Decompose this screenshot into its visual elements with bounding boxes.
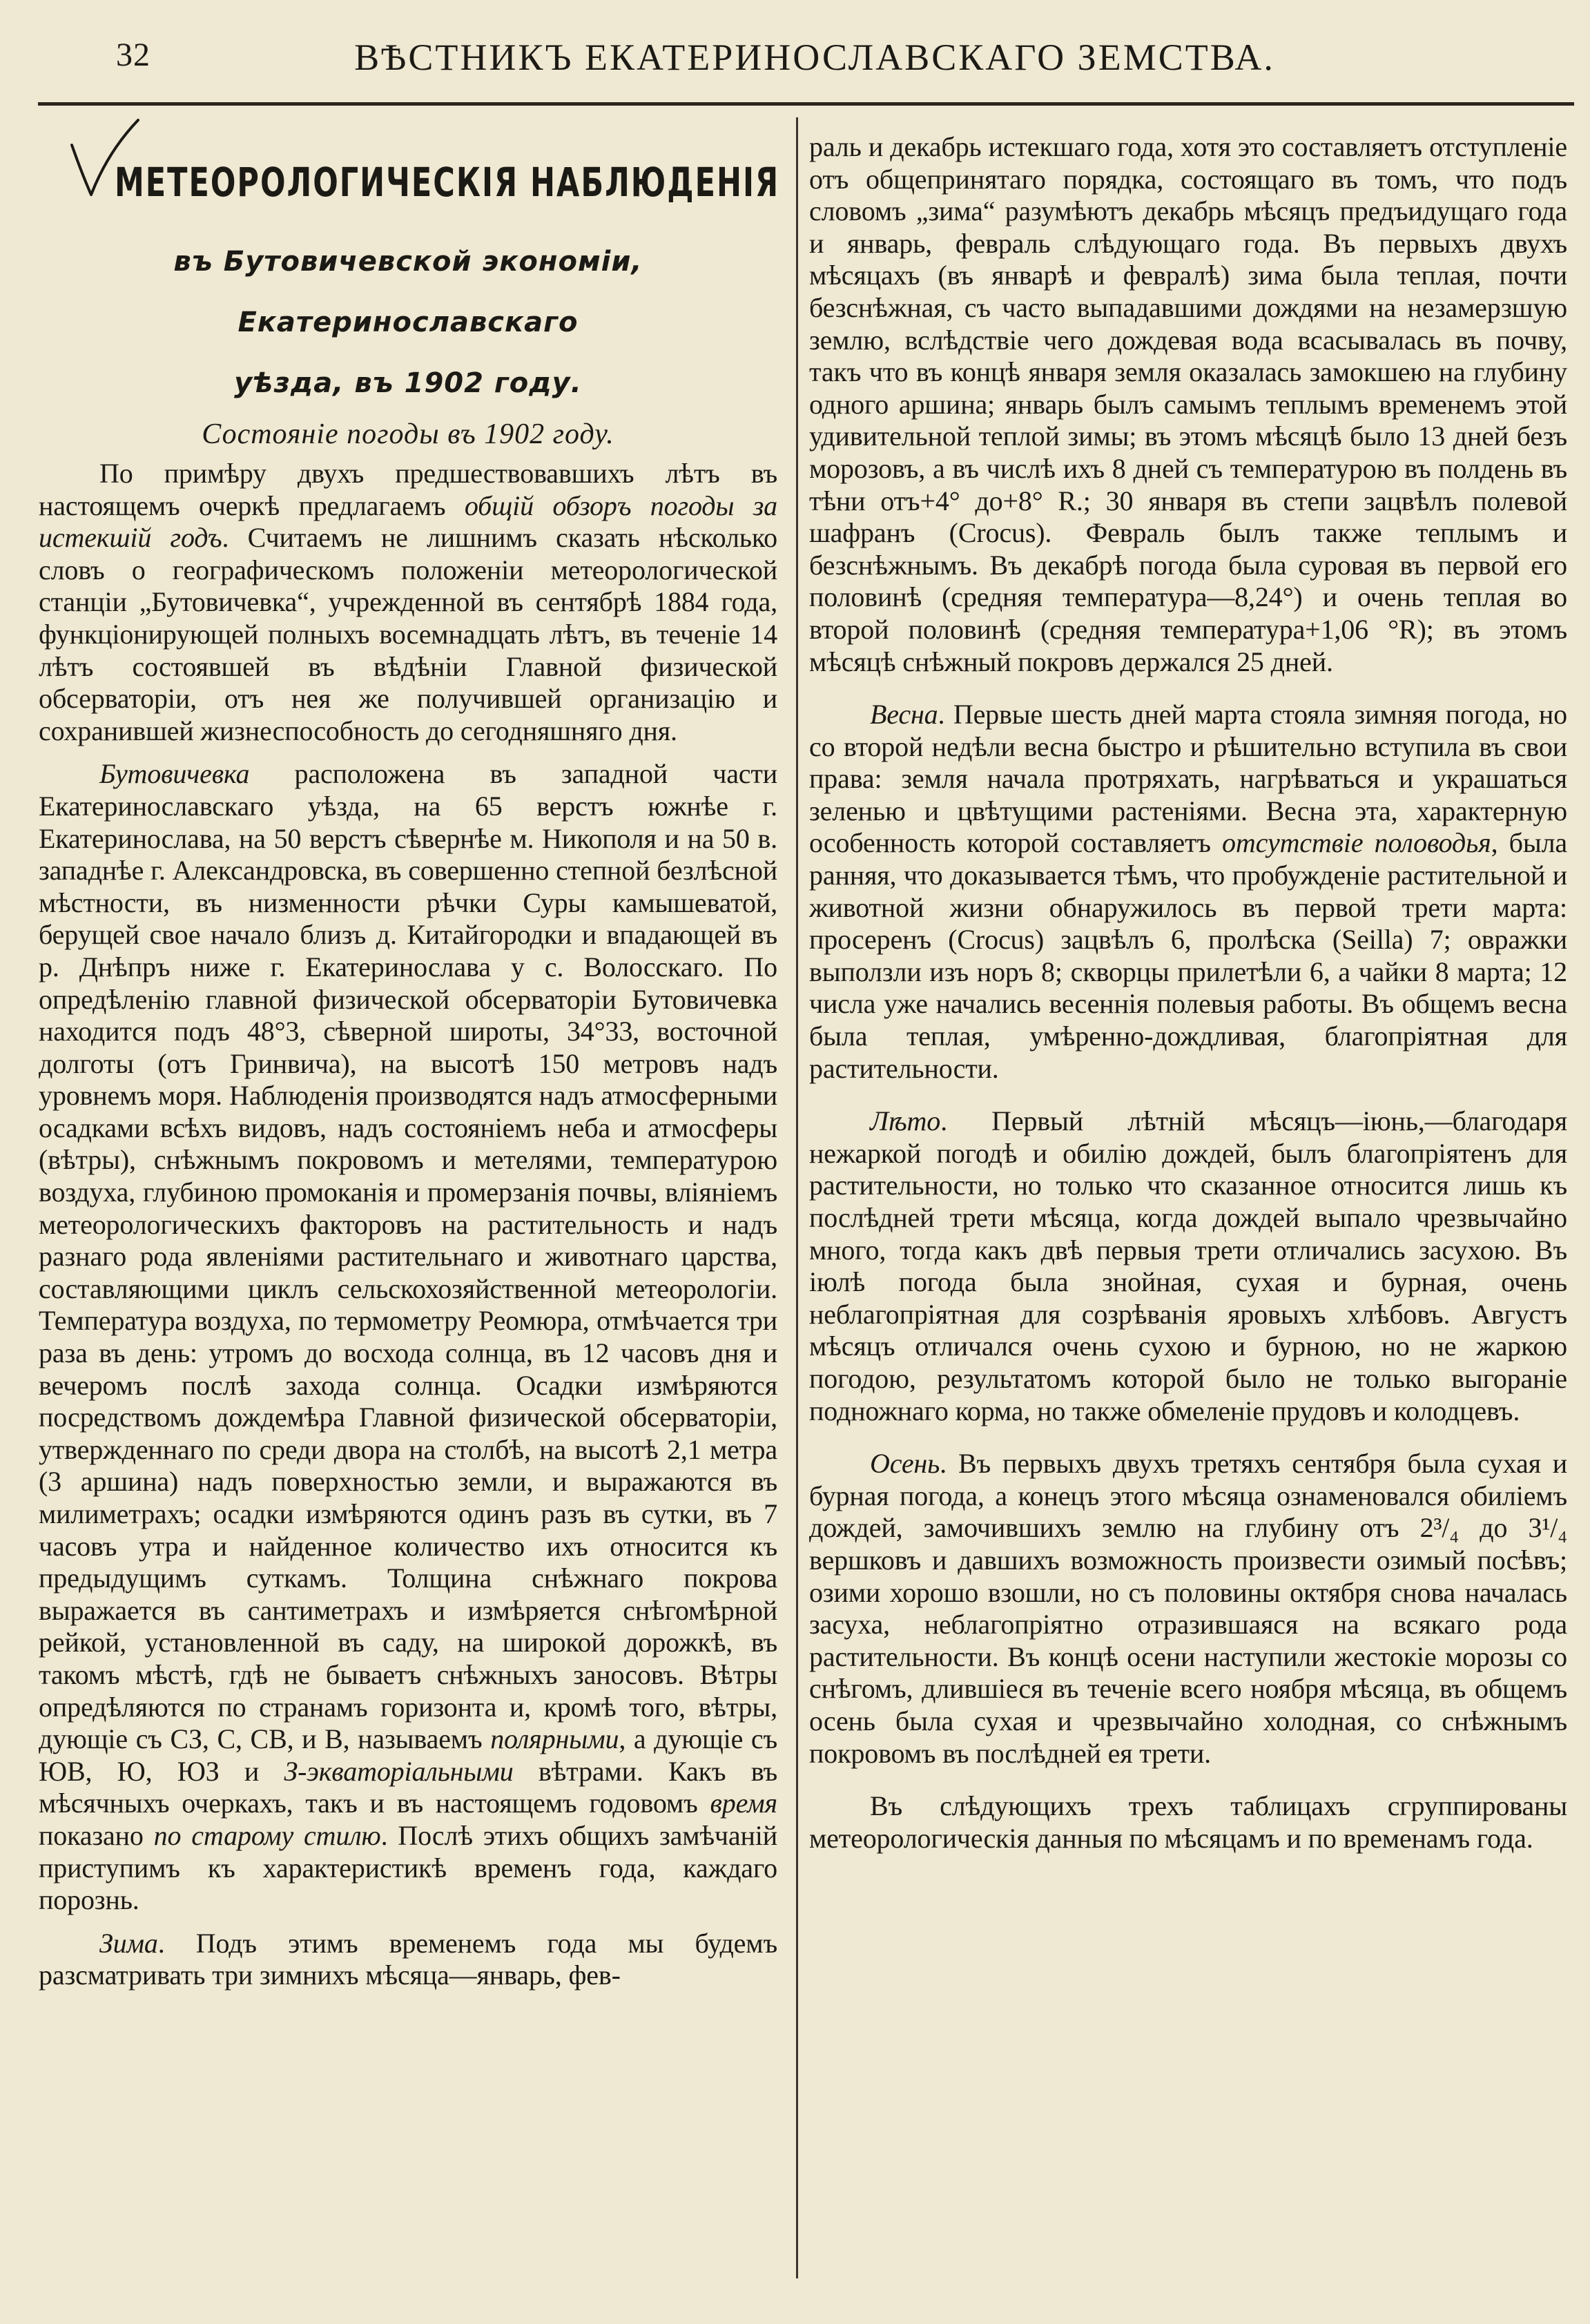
article-subtitle-line1: въ Бутовичевской экономіи, Екатеринославскаго [173,246,643,338]
emphasis-text: Бутовичевка [99,758,250,790]
text-run: По примѣру двухъ предшествовавшихъ лѣтъ въ настоящемъ очеркѣ предлагаемъ [39,458,777,521]
emphasis-text: полярными [490,1723,619,1755]
paragraph-intro [39,458,777,747]
paragraph-winter-start [39,1928,777,1992]
section-heading: Состояніе погоды въ 1902 году. [202,418,614,450]
text-run: вѣтрами. Какъ въ мѣсячныхъ очеркахъ, такъ и въ настоящемъ годовомъ [39,1755,777,1819]
article-title: МЕТЕОРОЛОГИЧЕСКІЯ НАБЛЮДЕНІЯ [115,159,780,206]
paragraph-spring [809,699,1567,1085]
page-number: 32 [116,37,151,73]
text-run: . Первый лѣтній мѣсяцъ—іюнь,—благодаря нежаркой погодѣ и обилію дождей, былъ благопріятенъ для растительности, но только что сказанное относится лишь къ послѣдней трети мѣсяца, когда дождей выпало чрезвычайно много, тогда какъ двѣ первыя трети отличались засухою. Въ іюлѣ погода была знойная, сухая и бурная, очень неблагопріятная для созрѣванія яровыхъ хлѣбовъ. Августъ мѣсяцъ отличался очень сухою и бурною, но не жаркою погодою, результатомъ которой было не только выгораніе подножнаго корма, но также обмеленіе прудовъ и колодцевъ. [809,1105,1567,1426]
paragraph-winter-cont: раль и декабрь истекшаго года, хотя это составляетъ отступленіе отъ общепринятаго порядка, состоящаго въ томъ, что подъ словомъ „зима“ разумѣютъ декабрь мѣсяцъ предъидущаго года и январь, февраль слѣдующаго года. Въ первыхъ двухъ мѣсяцахъ (въ январѣ и февралѣ) зима была теплая, почти безснѣжная, съ часто выпадавшими дождями на незамерзшую землю, вслѣдствіе чего дождевая вода всасывалась въ почву, такъ что въ концѣ января земля оказалась замокшею на глубину одного аршина; январь былъ самымъ теплымъ временемъ этой удивительной теплой зимы; въ этомъ мѣсяцѣ было 13 дней безъ морозовъ, а въ числѣ ихъ 8 дней съ температурою въ полдень въ тѣни отъ+4° до+8° R.; 30 января въ степи зацвѣлъ полевой шафранъ (Crocus). Февраль былъ также теплымъ и безснѣжнымъ. Въ декабрѣ погода была суровая въ первой его половинѣ (средняя температура—8,24°) и очень теплая во второй половинѣ (средняя температура+1,06 °R); въ этомъ мѣсяцѣ снѣжный покровъ держался 25 дней. [809,131,1567,677]
article-subtitle-line2: уѣзда, въ 1902 году. [234,367,582,399]
text-run: . Въ первыхъ двухъ третяхъ сентября была сухая и бурная погода, а конецъ этого мѣсяца ознаменовался обиліемъ дождей, замочившихъ землю на глубину отъ 2³/₄ до 3¹/₄ вершковъ и давшихъ возможность произвести озимый посѣвъ; озими хорошо взошли, но съ половины октября снова началась засуха, неблагопріятно отразившаяся на всякаго рода растительности. Въ концѣ осени наступили жестокіе морозы со снѣгомъ, длившіеся въ теченіе всего ноября мѣсяца, въ общемъ осень была сухая и чрезвычайно холодная, со снѣжнымъ покровомъ въ послѣдней ея трети. [809,1448,1567,1769]
text-run: показано [39,1819,154,1851]
emphasis-text: Осень [870,1448,940,1480]
emphasis-text: Лѣто [870,1105,941,1137]
paragraph-tables-note: Въ слѣдующихъ трехъ таблицахъ сгруппированы метеорологическія данныя по мѣсяцамъ и по временамъ года. [809,1790,1567,1854]
emphasis-text: Весна [870,699,938,730]
emphasis-text: Зима [99,1927,158,1959]
left-column [39,135,780,1992]
right-column-text [809,131,1567,1855]
text-run: , а дующіе съ ЮВ, Ю, ЮЗ и [39,1723,777,1787]
journal-title: ВѢСТНИКЪ ЕКАТЕРИНОСЛАВСКАГО ЗЕМСТВА. [354,37,1275,78]
text-run: . Первые шесть дней марта стояла зимняя погода, но со второй недѣли весна быстро и рѣшительно вступила въ свои права: земля начала протряхать, нагрѣваться и украшаться зеленью и цвѣтущими растеніями. Весна эта, характерную особенность которой составляетъ [809,699,1567,859]
column-divider [796,117,798,2278]
text-run: , была ранняя, что доказывается тѣмъ, что пробужденіе растительной и животной жизни обнаружилось въ первой трети марта: просеренъ (Crocus) зацвѣлъ 6, пролѣска (Seilla) 7; овражки выползли изъ норъ 8; скворцы прилетѣли 6, а чайки 8 марта; 12 числа уже начались весеннія полевыя работы. Въ общемъ весна была теплая, умѣренно-дождливая, благопріятная для растительности. [809,827,1567,1084]
right-column [809,131,1567,1855]
text-run: . Подъ этимъ временемъ года мы будемъ разсматривать три зимнихъ мѣсяца—январь, фев- [39,1927,777,1991]
paragraph-location [39,758,777,1916]
article-subtitle [39,231,777,414]
header-rule [38,102,1574,106]
paragraph-summer [809,1105,1567,1427]
left-column-text [39,458,777,1992]
text-run: расположена въ западной части Екатеринославскаго уѣзда, на 65 верстъ южнѣе г. Екатеринослава, на 50 верстъ сѣвернѣе м. Никополя и на 50 в. западнѣе г. Александровска, въ совершенно степной безлѣсной мѣстности, въ низменности рѣчки Суры камышеватой, берущей свое начало близъ д. Китайгородки и впадающей въ р. Днѣпръ ниже г. Екатеринослава у с. Волосскаго. По опредѣленію главной физической обсерваторіи Бутовичевка находится подъ 48°3, сѣверной широты, 34°33, восточной долготы (отъ Гринвича), на высотѣ 150 метровъ надъ уровнемъ моря. Наблюденія производятся надъ атмосферными осадками всѣхъ видовъ, надъ состояніемъ неба и атмосферы (вѣтры), снѣжнымъ покровомъ и метелями, температурою воздуха, глубиною промоканія и промерзанія почвы, вліяніемъ метеорологическихъ факторовъ на растительность и надъ разнаго рода явленіями растительнаго и животнаго царства, составляющими циклъ сельскохозяйственной метеорологіи. Температура воздуха, по термометру Реомюра, отмѣчается три раза въ день: утромъ до восхода солнца, въ 12 часовъ дня и вечеромъ послѣ захода солнца. Осадки измѣряются посредствомъ дождемѣра Главной физической обсерваторіи, утвержденнаго по среди двора на столбѣ, на высотѣ 2,1 метра (3 аршина) надъ поверхностью земли, и выражаются въ милиметрахъ; осадки измѣряются одинъ разъ въ сутки, въ 7 часовъ утра и найденное количество ихъ относится къ предыдущимъ суткамъ. Толщина снѣжнаго покрова выражается въ сантиметрахъ и измѣряется снѣгомѣрной рейкой, установленной въ саду, на широкой дорожкѣ, въ такомъ мѣстѣ, гдѣ не бываетъ снѣжныхъ заносовъ. Вѣтры опредѣляются по странамъ горизонта и, кромѣ того, вѣтры, дующіе съ СЗ, С, СВ, и В, называемъ [39,758,777,1755]
emphasis-text: отсутствіе половодья [1222,827,1491,859]
text-run: . Послѣ этихъ общихъ замѣчаній приступимъ къ характеристикѣ временъ года, каждаго порознь. [39,1819,777,1916]
emphasis-text: по старому стилю [153,1819,381,1851]
emphasis-text: время [710,1788,777,1819]
paragraph-autumn [809,1448,1567,1770]
emphasis-text: общій обзоръ погоды за истекшій годъ [39,490,778,554]
text-run: . Считаемъ не лишнимъ сказать нѣсколько словъ о географическомъ положеніи метеорологической станціи „Бутовичевка“, учрежденной въ сентябрѣ 1884 года, функціонирующей полныхъ восемнадцать лѣтъ, въ теченіе 14 лѣтъ состоявшей въ вѣдѣніи Главной физической обсерваторіи, отъ нея же получившей организацію и сохранившей жизнеспособность до сегодняшняго дня. [39,522,778,746]
emphasis-text: З-экваторіальными [284,1755,514,1787]
